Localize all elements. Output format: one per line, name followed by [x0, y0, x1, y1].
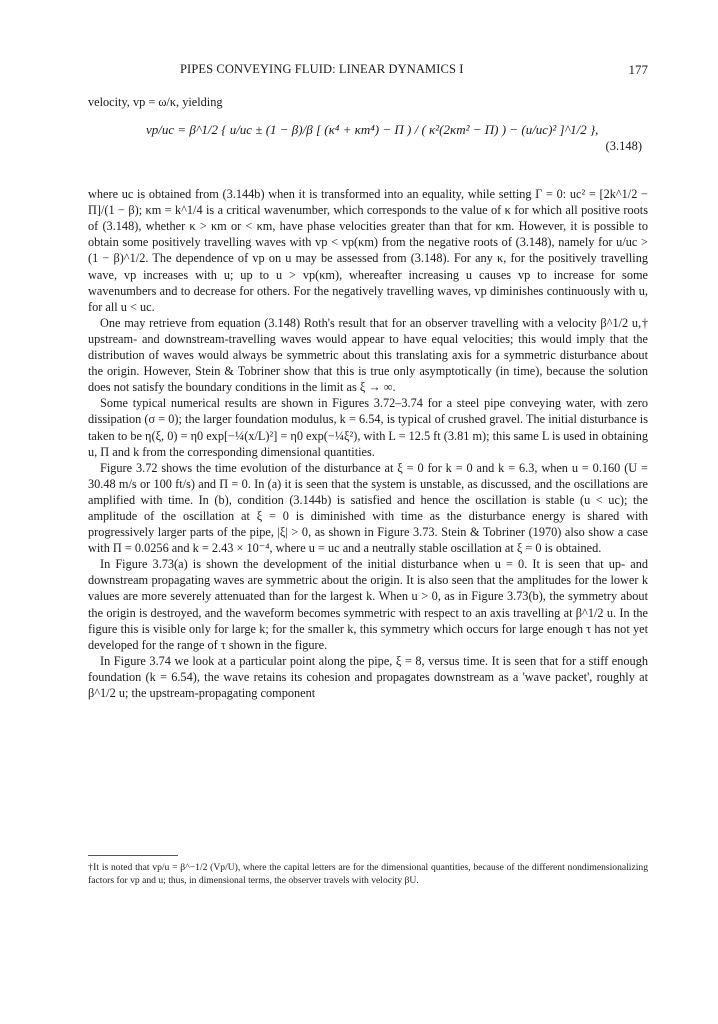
lead-in-text: velocity, vp = ω/κ, yielding [88, 95, 223, 109]
paragraph: Figure 3.72 shows the time evolution of the disturbance at ξ = 0 for k = 0 and k = 6.3, when u = 0.160 (U = 30.48 m/s or 100 ft/s) and Π = 0. In (a) it is seen that the system is unstable, as discussed, and the oscillations are amplified with time. In (b), condition (3.144b) is satisfied and hence the oscillation is stable (u < uc); the amplitude of the oscillation at ξ = 0 is diminished with time as the disturbance energy is shared with progressively larger parts of the pipe, |ξ| > 0, as shown in Figure 3.73. Stein & Tobriner (1970) also show a case with Π = 0.0256 and k = 2.43 × 10⁻⁴, where u = uc and a neutrally stable oscillation at ξ = 0 is obtained. [88, 460, 648, 556]
footnote-divider [88, 855, 178, 856]
paragraph: Some typical numerical results are shown in Figures 3.72–3.74 for a steel pipe conveying water, with zero dissipation (σ = 0); the larger foundation modulus, k = 6.54, is typical of crushed gravel. The initial disturbance is taken to be η(ξ, 0) = η0 exp[−¼(x/L)²] = η0 exp(−¼ξ²), with L = 12.5 ft (3.81 m); this same L is used in obtaining u, Π and k from the corresponding dimensional quantities. [88, 396, 648, 459]
footnote-text: †It is noted that vp/u = β^−1/2 (Vp/U), where the capital letters are for the dimensional quantities, because of the different nondimensionalizing factors for vp and u; thus, in dimensional terms, the observer travels with velocity βU. [88, 862, 648, 886]
equation-expression: vp/uc = β^1/2 { u/uc ± (1 − β)/β [ (κ⁴ + κm⁴) − Π ) / ( κ²(2κm² − Π) ) − (u/uc)² ]^1/2 }, [146, 122, 599, 138]
page-number: 177 [628, 62, 648, 77]
running-head: PIPES CONVEYING FLUID: LINEAR DYNAMICS I [180, 62, 464, 76]
footnote [88, 862, 648, 887]
body-text [88, 94, 648, 701]
page-header [88, 62, 648, 80]
paragraph: One may retrieve from equation (3.148) Roth's result that for an observer travelling with a velocity β^1/2 u,† upstream- and downstream-travelling waves would appear to have equal velocities; this would imply that the distribution of waves would always be symmetric about this translating axis for a symmetric disturbance about the origin. However, Stein & Tobriner show that this is true only asymptotically (in time), because the solution does not satisfy the boundary conditions in the limit as ξ → ∞. [88, 315, 648, 395]
paragraph: In Figure 3.74 we look at a particular point along the pipe, ξ = 8, versus time. It is seen that for a stiff enough foundation (k = 6.54), the wave retains its cohesion and propagates downstream as a 'wave packet', roughly at β^1/2 u; the upstream-propagating component [88, 653, 648, 700]
paragraph: where uc is obtained from (3.144b) when it is transformed into an equality, while setting Γ = 0: uc² = [2k^1/2 − Π]/(1 − β); κm = k^1/4 is a critical wavenumber, which corresponds to the value of κ for which all positive roots of (3.148), whether κ > κm or < κm, have phase velocities greater than that for κm. However, it is possible to obtain some positively travelling waves with vp < vp(κm) from the negative roots of (3.148), namely for u/uc > (1 − β)^1/2. The dependence of vp on u may be assessed from (3.148). For any κ, for the positively travelling wave, vp increases with u; up to u > vp(κm), whereafter increasing u causes vp to increase for some wavenumbers and to decrease for others. For the negatively travelling waves, vp diminishes continuously with u, for all u < uc. [88, 187, 648, 314]
equation-number: (3.148) [605, 139, 642, 154]
equation-3-148 [88, 116, 648, 182]
paragraph: In Figure 3.73(a) is shown the development of the initial disturbance when u = 0. It is seen that up- and downstream propagating waves are symmetric about the origin. It is also seen that the amplitudes for the lower k values are more severely attenuated than for the largest k. When u > 0, as in Figure 3.73(b), the symmetry about the origin is destroyed, and the waveform becomes symmetric with respect to an axis travelling at β^1/2 u. In the figure this is visible only for large k; for the smaller k, this symmetry which occurs for large enough τ has not yet developed for the range of τ shown in the figure. [88, 557, 648, 652]
